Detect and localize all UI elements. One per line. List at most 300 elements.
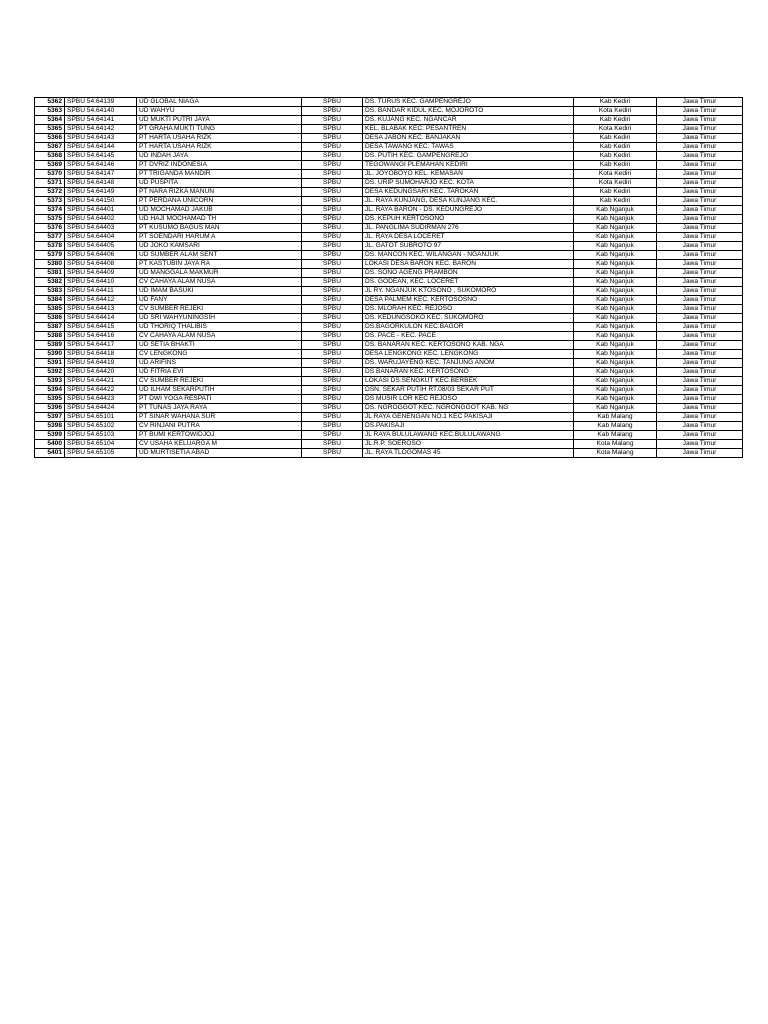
address-cell: DESA KEDUNGSARI KEC. TAROKAN bbox=[363, 188, 574, 197]
province-cell: Jawa Timur bbox=[657, 305, 743, 314]
regency-cell: Kab Nganjuk bbox=[574, 251, 657, 260]
spbu-code: SPBU 54.64410 bbox=[65, 278, 137, 287]
spbu-code: SPBU 54.64145 bbox=[65, 152, 137, 161]
type-cell: SPBU bbox=[302, 134, 363, 143]
table-row bbox=[35, 422, 743, 431]
table-row bbox=[35, 170, 743, 179]
company-name: CV SUMBER REJEKI bbox=[137, 377, 302, 386]
province-cell: Jawa Timur bbox=[657, 449, 743, 458]
table-row bbox=[35, 305, 743, 314]
regency-cell: Kota Malang bbox=[574, 449, 657, 458]
regency-cell: Kab Kediri bbox=[574, 143, 657, 152]
row-number: 5380 bbox=[35, 260, 65, 269]
regency-cell: Kab Nganjuk bbox=[574, 233, 657, 242]
company-name: UD WAHYU bbox=[137, 107, 302, 116]
table-row bbox=[35, 395, 743, 404]
address-cell: JL. GATOT SUBROTO 97 bbox=[363, 242, 574, 251]
table-row bbox=[35, 233, 743, 242]
spbu-code: SPBU 54.64408 bbox=[65, 260, 137, 269]
company-name: UD INDAH JAYA bbox=[137, 152, 302, 161]
address-cell: DS. PUTIH KEC. GAMPENGREJO bbox=[363, 152, 574, 161]
company-name: UD SETIA BHAKTI bbox=[137, 341, 302, 350]
regency-cell: Kab Kediri bbox=[574, 134, 657, 143]
province-cell: Jawa Timur bbox=[657, 440, 743, 449]
province-cell: Jawa Timur bbox=[657, 206, 743, 215]
province-cell: Jawa Timur bbox=[657, 170, 743, 179]
type-cell: SPBU bbox=[302, 413, 363, 422]
regency-cell: Kab Nganjuk bbox=[574, 287, 657, 296]
row-number: 5381 bbox=[35, 269, 65, 278]
spbu-code: SPBU 54.64415 bbox=[65, 323, 137, 332]
regency-cell: Kab Malang bbox=[574, 422, 657, 431]
table-row bbox=[35, 368, 743, 377]
regency-cell: Kab Nganjuk bbox=[574, 323, 657, 332]
spbu-code: SPBU 54.64150 bbox=[65, 197, 137, 206]
address-cell: DESA JABON KEC. BANJAKAN bbox=[363, 134, 574, 143]
province-cell: Jawa Timur bbox=[657, 386, 743, 395]
type-cell: SPBU bbox=[302, 395, 363, 404]
row-number: 5387 bbox=[35, 323, 65, 332]
company-name: UD MOCHAMAD JAKUB bbox=[137, 206, 302, 215]
regency-cell: Kab Nganjuk bbox=[574, 386, 657, 395]
row-number: 5375 bbox=[35, 215, 65, 224]
province-cell: Jawa Timur bbox=[657, 98, 743, 107]
company-name: UD GLOBAL NIAGA bbox=[137, 98, 302, 107]
row-number: 5374 bbox=[35, 206, 65, 215]
table-row bbox=[35, 413, 743, 422]
province-cell: Jawa Timur bbox=[657, 368, 743, 377]
address-cell: JL. RAYA KUNJANG, DESA KUNJANG KEC. bbox=[363, 197, 574, 206]
address-cell: JL RAYA GENENGAN NO.1 KEC PAKISAJI bbox=[363, 413, 574, 422]
company-name: PT TRIGANDA MANDIR bbox=[137, 170, 302, 179]
address-cell: DS BANARAN KEC. KERTOSONO bbox=[363, 368, 574, 377]
spbu-code: SPBU 54.64412 bbox=[65, 296, 137, 305]
row-number: 5384 bbox=[35, 296, 65, 305]
province-cell: Jawa Timur bbox=[657, 269, 743, 278]
table-row bbox=[35, 332, 743, 341]
company-name: UD ILHAM SEKARPUTIH bbox=[137, 386, 302, 395]
row-number: 5388 bbox=[35, 332, 65, 341]
spbu-code: SPBU 54.64420 bbox=[65, 368, 137, 377]
spbu-code: SPBU 54.64421 bbox=[65, 377, 137, 386]
regency-cell: Kab Malang bbox=[574, 431, 657, 440]
address-cell: DS. MANCON KEC. WILANGAN - NGANJUK bbox=[363, 251, 574, 260]
table-row bbox=[35, 341, 743, 350]
table-row bbox=[35, 116, 743, 125]
spbu-code: SPBU 54.64419 bbox=[65, 359, 137, 368]
address-cell: DS.PAKISAJI bbox=[363, 422, 574, 431]
table-row bbox=[35, 431, 743, 440]
type-cell: SPBU bbox=[302, 332, 363, 341]
table-row bbox=[35, 359, 743, 368]
regency-cell: Kota Kediri bbox=[574, 107, 657, 116]
province-cell: Jawa Timur bbox=[657, 341, 743, 350]
type-cell: SPBU bbox=[302, 179, 363, 188]
row-number: 5368 bbox=[35, 152, 65, 161]
type-cell: SPBU bbox=[302, 188, 363, 197]
type-cell: SPBU bbox=[302, 233, 363, 242]
type-cell: SPBU bbox=[302, 242, 363, 251]
province-cell: Jawa Timur bbox=[657, 278, 743, 287]
province-cell: Jawa Timur bbox=[657, 179, 743, 188]
regency-cell: Kab Kediri bbox=[574, 197, 657, 206]
type-cell: SPBU bbox=[302, 161, 363, 170]
spbu-table bbox=[34, 97, 743, 458]
address-cell: DS. GODEAN, KEC. LOCERET bbox=[363, 278, 574, 287]
spbu-code: SPBU 54.65102 bbox=[65, 422, 137, 431]
table-row bbox=[35, 314, 743, 323]
type-cell: SPBU bbox=[302, 440, 363, 449]
table-row bbox=[35, 260, 743, 269]
address-cell: DS. KEPUH KERTOSONO bbox=[363, 215, 574, 224]
company-name: PT BUMI KERTOWIDJOJ bbox=[137, 431, 302, 440]
table-row bbox=[35, 197, 743, 206]
address-cell: DS. KUJANG KEC. NGANCAR bbox=[363, 116, 574, 125]
type-cell: SPBU bbox=[302, 215, 363, 224]
address-cell: DS. TURUS KEC. GAMPENGREJO bbox=[363, 98, 574, 107]
regency-cell: Kab Nganjuk bbox=[574, 224, 657, 233]
table-row bbox=[35, 125, 743, 134]
regency-cell: Kab Nganjuk bbox=[574, 278, 657, 287]
table-row bbox=[35, 269, 743, 278]
province-cell: Jawa Timur bbox=[657, 431, 743, 440]
spbu-code: SPBU 54.64148 bbox=[65, 179, 137, 188]
province-cell: Jawa Timur bbox=[657, 197, 743, 206]
table-row bbox=[35, 377, 743, 386]
province-cell: Jawa Timur bbox=[657, 413, 743, 422]
row-number: 5369 bbox=[35, 161, 65, 170]
row-number: 5367 bbox=[35, 143, 65, 152]
spbu-code: SPBU 54.65105 bbox=[65, 449, 137, 458]
province-cell: Jawa Timur bbox=[657, 188, 743, 197]
company-name: UD THORIQ THALIBIS bbox=[137, 323, 302, 332]
company-name: UD MUKTI PUTRI JAYA bbox=[137, 116, 302, 125]
spbu-code: SPBU 54.64422 bbox=[65, 386, 137, 395]
province-cell: Jawa Timur bbox=[657, 287, 743, 296]
row-number: 5385 bbox=[35, 305, 65, 314]
spbu-code: SPBU 54.64405 bbox=[65, 242, 137, 251]
type-cell: SPBU bbox=[302, 314, 363, 323]
type-cell: SPBU bbox=[302, 350, 363, 359]
spbu-code: SPBU 54.65101 bbox=[65, 413, 137, 422]
row-number: 5364 bbox=[35, 116, 65, 125]
company-name: PT KUSUMO BAGUS MAN bbox=[137, 224, 302, 233]
row-number: 5370 bbox=[35, 170, 65, 179]
company-name: UD PUSPITA bbox=[137, 179, 302, 188]
table-row bbox=[35, 206, 743, 215]
row-number: 5365 bbox=[35, 125, 65, 134]
row-number: 5378 bbox=[35, 242, 65, 251]
company-name: UD ARIFINS bbox=[137, 359, 302, 368]
company-name: CV LENGKONG bbox=[137, 350, 302, 359]
type-cell: SPBU bbox=[302, 386, 363, 395]
spbu-code: SPBU 54.64146 bbox=[65, 161, 137, 170]
regency-cell: Kota Kediri bbox=[574, 170, 657, 179]
table-row bbox=[35, 350, 743, 359]
type-cell: SPBU bbox=[302, 170, 363, 179]
company-name: PT DVRIZ INDONESIA bbox=[137, 161, 302, 170]
spbu-code: SPBU 54.64402 bbox=[65, 215, 137, 224]
company-name: PT TUNAS JAYA RAYA bbox=[137, 404, 302, 413]
table-row bbox=[35, 251, 743, 260]
regency-cell: Kab Kediri bbox=[574, 188, 657, 197]
address-cell: DS. BANDAR KIDUL KEC. MOJOROTO bbox=[363, 107, 574, 116]
row-number: 5372 bbox=[35, 188, 65, 197]
spbu-code: SPBU 54.64418 bbox=[65, 350, 137, 359]
regency-cell: Kab Kediri bbox=[574, 116, 657, 125]
row-number: 5377 bbox=[35, 233, 65, 242]
company-name: PT SOENDARI HARUM A bbox=[137, 233, 302, 242]
type-cell: SPBU bbox=[302, 98, 363, 107]
address-cell: DS. KEDUNGSOKO KEC. SUKOMORO bbox=[363, 314, 574, 323]
province-cell: Jawa Timur bbox=[657, 242, 743, 251]
spbu-code: SPBU 54.64403 bbox=[65, 224, 137, 233]
table-row bbox=[35, 215, 743, 224]
row-number: 5391 bbox=[35, 359, 65, 368]
row-number: 5400 bbox=[35, 440, 65, 449]
type-cell: SPBU bbox=[302, 305, 363, 314]
spbu-code: SPBU 54.64424 bbox=[65, 404, 137, 413]
address-cell: LOKASI DESA BARON KEC. BARON bbox=[363, 260, 574, 269]
row-number: 5397 bbox=[35, 413, 65, 422]
type-cell: SPBU bbox=[302, 359, 363, 368]
regency-cell: Kab Nganjuk bbox=[574, 368, 657, 377]
address-cell: DS MUSIR LOR KEC REJOSO bbox=[363, 395, 574, 404]
province-cell: Jawa Timur bbox=[657, 107, 743, 116]
row-number: 5395 bbox=[35, 395, 65, 404]
address-cell: DS. WARUJAYENG KEC. TANJUNG ANOM bbox=[363, 359, 574, 368]
province-cell: Jawa Timur bbox=[657, 404, 743, 413]
regency-cell: Kab Kediri bbox=[574, 161, 657, 170]
regency-cell: Kab Malang bbox=[574, 413, 657, 422]
row-number: 5371 bbox=[35, 179, 65, 188]
regency-cell: Kab Nganjuk bbox=[574, 242, 657, 251]
table-row bbox=[35, 98, 743, 107]
province-cell: Jawa Timur bbox=[657, 251, 743, 260]
company-name: PT SINAR WAHANA SUR bbox=[137, 413, 302, 422]
company-name: UD FITRIA EVI bbox=[137, 368, 302, 377]
spbu-code: SPBU 54.64401 bbox=[65, 206, 137, 215]
regency-cell: Kab Nganjuk bbox=[574, 305, 657, 314]
type-cell: SPBU bbox=[302, 107, 363, 116]
type-cell: SPBU bbox=[302, 224, 363, 233]
regency-cell: Kab Nganjuk bbox=[574, 395, 657, 404]
spbu-code: SPBU 54.64141 bbox=[65, 116, 137, 125]
table-row bbox=[35, 152, 743, 161]
row-number: 5398 bbox=[35, 422, 65, 431]
table-row bbox=[35, 242, 743, 251]
spbu-code: SPBU 54.64143 bbox=[65, 134, 137, 143]
table-row bbox=[35, 161, 743, 170]
table-row bbox=[35, 224, 743, 233]
type-cell: SPBU bbox=[302, 278, 363, 287]
regency-cell: Kab Nganjuk bbox=[574, 377, 657, 386]
province-cell: Jawa Timur bbox=[657, 143, 743, 152]
regency-cell: Kab Nganjuk bbox=[574, 296, 657, 305]
spbu-code: SPBU 54.65103 bbox=[65, 431, 137, 440]
address-cell: JL. RAYA TLOGOMAS 45 bbox=[363, 449, 574, 458]
company-name: PT DWI YOGA RESPATI bbox=[137, 395, 302, 404]
province-cell: Jawa Timur bbox=[657, 359, 743, 368]
table-body bbox=[35, 98, 743, 458]
regency-cell: Kab Nganjuk bbox=[574, 350, 657, 359]
company-name: PT GRAHA MUKTI TUNG bbox=[137, 125, 302, 134]
address-cell: JL.R.P. SOEROSO bbox=[363, 440, 574, 449]
type-cell: SPBU bbox=[302, 287, 363, 296]
address-cell: DS. PACE - KEC. PACE bbox=[363, 332, 574, 341]
address-cell: DESA TAWANG KEC. TAWAS bbox=[363, 143, 574, 152]
province-cell: Jawa Timur bbox=[657, 233, 743, 242]
province-cell: Jawa Timur bbox=[657, 215, 743, 224]
regency-cell: Kab Nganjuk bbox=[574, 359, 657, 368]
company-name: CV SUMBER REJEKI bbox=[137, 305, 302, 314]
table-row bbox=[35, 188, 743, 197]
spbu-code: SPBU 54.64413 bbox=[65, 305, 137, 314]
province-cell: Jawa Timur bbox=[657, 395, 743, 404]
regency-cell: Kab Nganjuk bbox=[574, 332, 657, 341]
province-cell: Jawa Timur bbox=[657, 161, 743, 170]
type-cell: SPBU bbox=[302, 116, 363, 125]
type-cell: SPBU bbox=[302, 269, 363, 278]
table-row bbox=[35, 449, 743, 458]
regency-cell: Kab Nganjuk bbox=[574, 269, 657, 278]
row-number: 5389 bbox=[35, 341, 65, 350]
province-cell: Jawa Timur bbox=[657, 296, 743, 305]
province-cell: Jawa Timur bbox=[657, 152, 743, 161]
table-row bbox=[35, 287, 743, 296]
company-name: UD JOKO KAMSARI bbox=[137, 242, 302, 251]
company-name: PT HARTA USAHA RIZK bbox=[137, 134, 302, 143]
row-number: 5376 bbox=[35, 224, 65, 233]
type-cell: SPBU bbox=[302, 251, 363, 260]
table-row bbox=[35, 179, 743, 188]
type-cell: SPBU bbox=[302, 449, 363, 458]
province-cell: Jawa Timur bbox=[657, 350, 743, 359]
row-number: 5401 bbox=[35, 449, 65, 458]
address-cell: DS. MLORAH KEC. REJOSO bbox=[363, 305, 574, 314]
spbu-code: SPBU 54.64139 bbox=[65, 98, 137, 107]
address-cell: JL. RAYA BARON - DS. KEDUNGREJO bbox=[363, 206, 574, 215]
regency-cell: Kab Nganjuk bbox=[574, 260, 657, 269]
company-name: UD SUMBER ALAM SENT bbox=[137, 251, 302, 260]
address-cell: DS. SONO AGENG PRAMBON bbox=[363, 269, 574, 278]
spbu-code: SPBU 54.64147 bbox=[65, 170, 137, 179]
type-cell: SPBU bbox=[302, 197, 363, 206]
address-cell: DS. NGROGGOT KEC. NGRONGGOT KAB. NG bbox=[363, 404, 574, 413]
company-name: UD SRI WAHYUNINGSIH bbox=[137, 314, 302, 323]
spbu-code: SPBU 54.64409 bbox=[65, 269, 137, 278]
table-row bbox=[35, 143, 743, 152]
company-name: CV CAHAYA ALAM NUSA bbox=[137, 332, 302, 341]
type-cell: SPBU bbox=[302, 260, 363, 269]
type-cell: SPBU bbox=[302, 143, 363, 152]
row-number: 5379 bbox=[35, 251, 65, 260]
spbu-code: SPBU 54.64149 bbox=[65, 188, 137, 197]
table-row bbox=[35, 323, 743, 332]
spbu-code: SPBU 54.65104 bbox=[65, 440, 137, 449]
province-cell: Jawa Timur bbox=[657, 422, 743, 431]
spbu-code: SPBU 54.64140 bbox=[65, 107, 137, 116]
spbu-code: SPBU 54.64411 bbox=[65, 287, 137, 296]
table-row bbox=[35, 440, 743, 449]
regency-cell: Kab Kediri bbox=[574, 152, 657, 161]
type-cell: SPBU bbox=[302, 377, 363, 386]
type-cell: SPBU bbox=[302, 368, 363, 377]
spbu-code: SPBU 54.64406 bbox=[65, 251, 137, 260]
regency-cell: Kab Nganjuk bbox=[574, 341, 657, 350]
type-cell: SPBU bbox=[302, 206, 363, 215]
province-cell: Jawa Timur bbox=[657, 260, 743, 269]
type-cell: SPBU bbox=[302, 341, 363, 350]
address-cell: JL. RAYA DESA LOCERET bbox=[363, 233, 574, 242]
row-number: 5382 bbox=[35, 278, 65, 287]
spbu-code: SPBU 54.64404 bbox=[65, 233, 137, 242]
company-name: PT KASTUBIN JAYA RA bbox=[137, 260, 302, 269]
company-name: PT HARTA USAHA RIZK bbox=[137, 143, 302, 152]
company-name: CV USAHA KELUARGA M bbox=[137, 440, 302, 449]
province-cell: Jawa Timur bbox=[657, 332, 743, 341]
spbu-code: SPBU 54.64416 bbox=[65, 332, 137, 341]
regency-cell: Kota Kediri bbox=[574, 179, 657, 188]
province-cell: Jawa Timur bbox=[657, 314, 743, 323]
regency-cell: Kota Kediri bbox=[574, 125, 657, 134]
row-number: 5393 bbox=[35, 377, 65, 386]
type-cell: SPBU bbox=[302, 152, 363, 161]
regency-cell: Kab Nganjuk bbox=[574, 314, 657, 323]
table-row bbox=[35, 134, 743, 143]
spbu-code: SPBU 54.64144 bbox=[65, 143, 137, 152]
company-name: PT NARA RIZKA MANUN bbox=[137, 188, 302, 197]
type-cell: SPBU bbox=[302, 404, 363, 413]
type-cell: SPBU bbox=[302, 431, 363, 440]
row-number: 5399 bbox=[35, 431, 65, 440]
province-cell: Jawa Timur bbox=[657, 125, 743, 134]
regency-cell: Kab Nganjuk bbox=[574, 404, 657, 413]
address-cell: DS. URIP SUMOHARJO KEC. KOTA bbox=[363, 179, 574, 188]
regency-cell: Kab Nganjuk bbox=[574, 206, 657, 215]
company-name: UD HAJI MOCHAMAD TH bbox=[137, 215, 302, 224]
address-cell: JL. JOYOBOYO KEL. KEMASAN bbox=[363, 170, 574, 179]
company-name: UD FANY bbox=[137, 296, 302, 305]
row-number: 5396 bbox=[35, 404, 65, 413]
row-number: 5362 bbox=[35, 98, 65, 107]
address-cell: DSN. SEKAR PUTIH RT.08/03 SEKAR PUT bbox=[363, 386, 574, 395]
spbu-code: SPBU 54.64142 bbox=[65, 125, 137, 134]
regency-cell: Kab Kediri bbox=[574, 98, 657, 107]
regency-cell: Kab Nganjuk bbox=[574, 215, 657, 224]
address-cell: TEGOWANGI PLEMAHAN KEDIRI bbox=[363, 161, 574, 170]
table-row bbox=[35, 278, 743, 287]
row-number: 5366 bbox=[35, 134, 65, 143]
company-name: UD MURTISETIA ABAD bbox=[137, 449, 302, 458]
address-cell: DESA LENGKONG KEC. LENGKONG bbox=[363, 350, 574, 359]
address-cell: JL. PANGLIMA SUDIRMAN 276 bbox=[363, 224, 574, 233]
table-row bbox=[35, 404, 743, 413]
province-cell: Jawa Timur bbox=[657, 224, 743, 233]
regency-cell: Kota Malang bbox=[574, 440, 657, 449]
province-cell: Jawa Timur bbox=[657, 323, 743, 332]
province-cell: Jawa Timur bbox=[657, 116, 743, 125]
address-cell: DS. BANARAN KEC. KERTOSONO KAB. NGA bbox=[363, 341, 574, 350]
address-cell: KEL. BLABAK KEC. PESANTREN bbox=[363, 125, 574, 134]
type-cell: SPBU bbox=[302, 422, 363, 431]
table-row bbox=[35, 107, 743, 116]
row-number: 5390 bbox=[35, 350, 65, 359]
province-cell: Jawa Timur bbox=[657, 134, 743, 143]
address-cell: LOKASI DS.SENGKUT KEC.BERBEK bbox=[363, 377, 574, 386]
spbu-code: SPBU 54.64414 bbox=[65, 314, 137, 323]
address-cell: JL RAYA BULULAWANG KEC.BULULAWANG bbox=[363, 431, 574, 440]
